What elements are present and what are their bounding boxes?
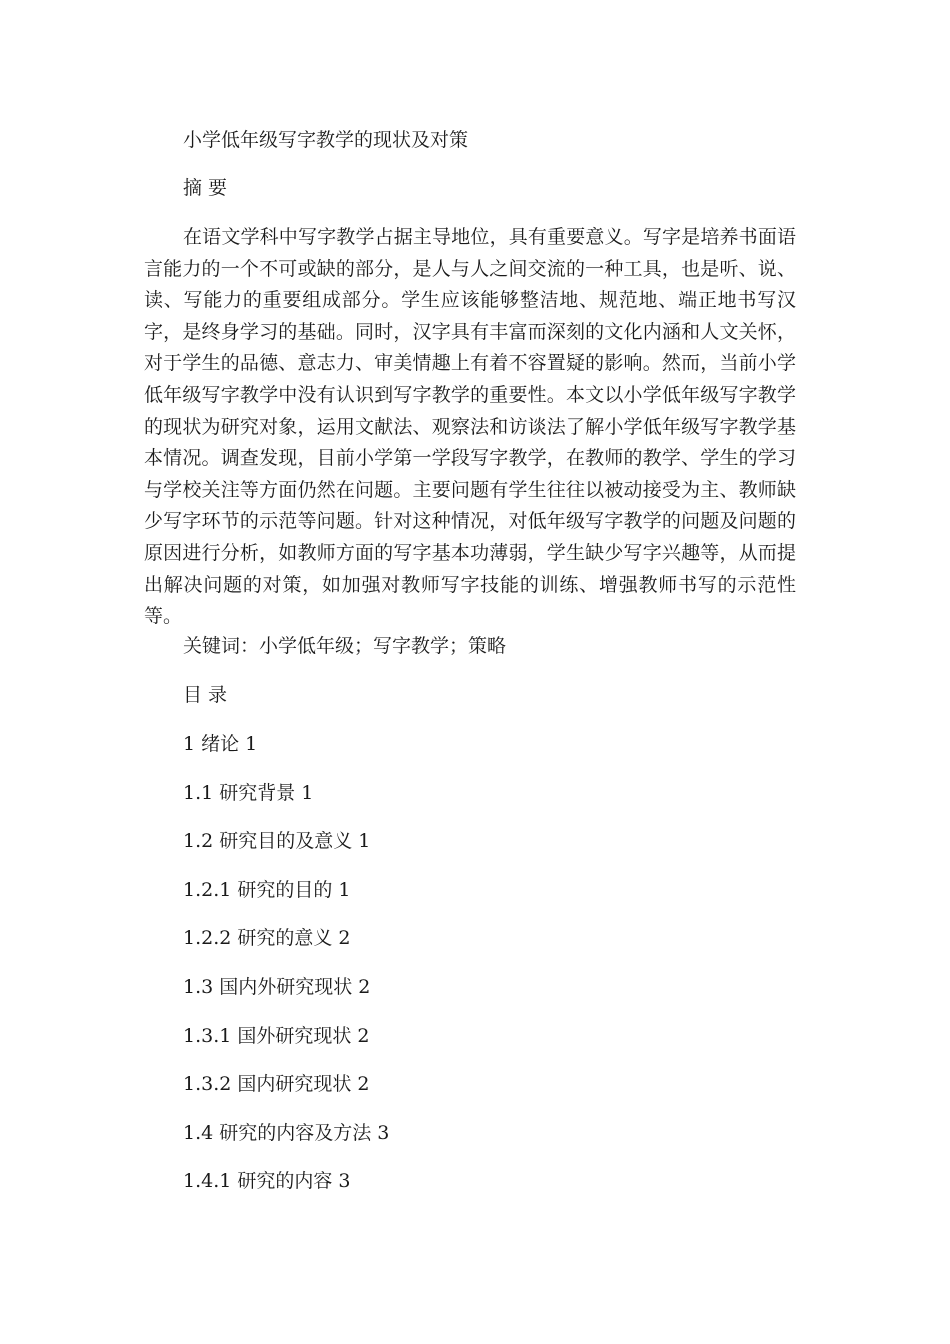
toc-entry: 1.1 研究背景 1 bbox=[183, 781, 314, 804]
toc-entry: 1 绪论 1 bbox=[183, 733, 258, 755]
toc-entry: 1.4 研究的内容及方法 3 bbox=[183, 1121, 390, 1144]
keywords-line: 关键词：小学低年级；写字教学；策略 bbox=[183, 635, 507, 657]
toc-entry: 1.2.1 研究的目的 1 bbox=[183, 878, 351, 901]
toc-entry: 1.2.2 研究的意义 2 bbox=[183, 927, 351, 950]
abstract-paragraph: 在语文学科中写字教学占据主导地位，具有重要意义。写字是培养书面语言能力的一个不可或缺的部分，是人与人之间交流的一种工具，也是听、说、读、写能力的重要组成部分。学生应该能够整洁地、规范地、端正地书写汉字，是终身学习的基础。同时，汉字具有丰富而深刻的文化内涵和人文关怀，对于学生的品德、意志力、审美情趣上有着不容置疑的影响。然而，当前小学低年级写字教学中没有认识到写字教学的重要性。本文以小学低年级写字教学的现状为研究对象，运用文献法、观察法和访谈法了解小学低年级写字教学基本情况。调查发现，目前小学第一学段写字教学，在教师的教学、学生的学习与学校关注等方面仍然在问题。主要问题有学生往往以被动接受为主、教师缺少写字环节的示范等问题。针对这种情况，对低年级写字教学的问题及问题的原因进行分析，如教师方面的写字基本功薄弱，学生缺少写字兴趣等，从而提出解决问题的对策，如加强对教师写字技能的训练、增强教师书写的示范性等。 bbox=[144, 226, 796, 628]
toc-entry: 1.3.2 国内研究现状 2 bbox=[183, 1073, 370, 1096]
toc-entry: 1.2 研究目的及意义 1 bbox=[183, 830, 371, 853]
abstract-heading: 摘 要 bbox=[183, 177, 228, 199]
document-title: 小学低年级写字教学的现状及对策 bbox=[183, 129, 469, 151]
table-of-contents bbox=[183, 732, 389, 1218]
toc-entry: 1.3 国内外研究现状 2 bbox=[183, 975, 371, 998]
toc-entry: 1.3.1 国外研究现状 2 bbox=[183, 1024, 370, 1047]
toc-heading: 目 录 bbox=[183, 684, 228, 706]
toc-entry: 1.4.1 研究的内容 3 bbox=[183, 1170, 351, 1193]
